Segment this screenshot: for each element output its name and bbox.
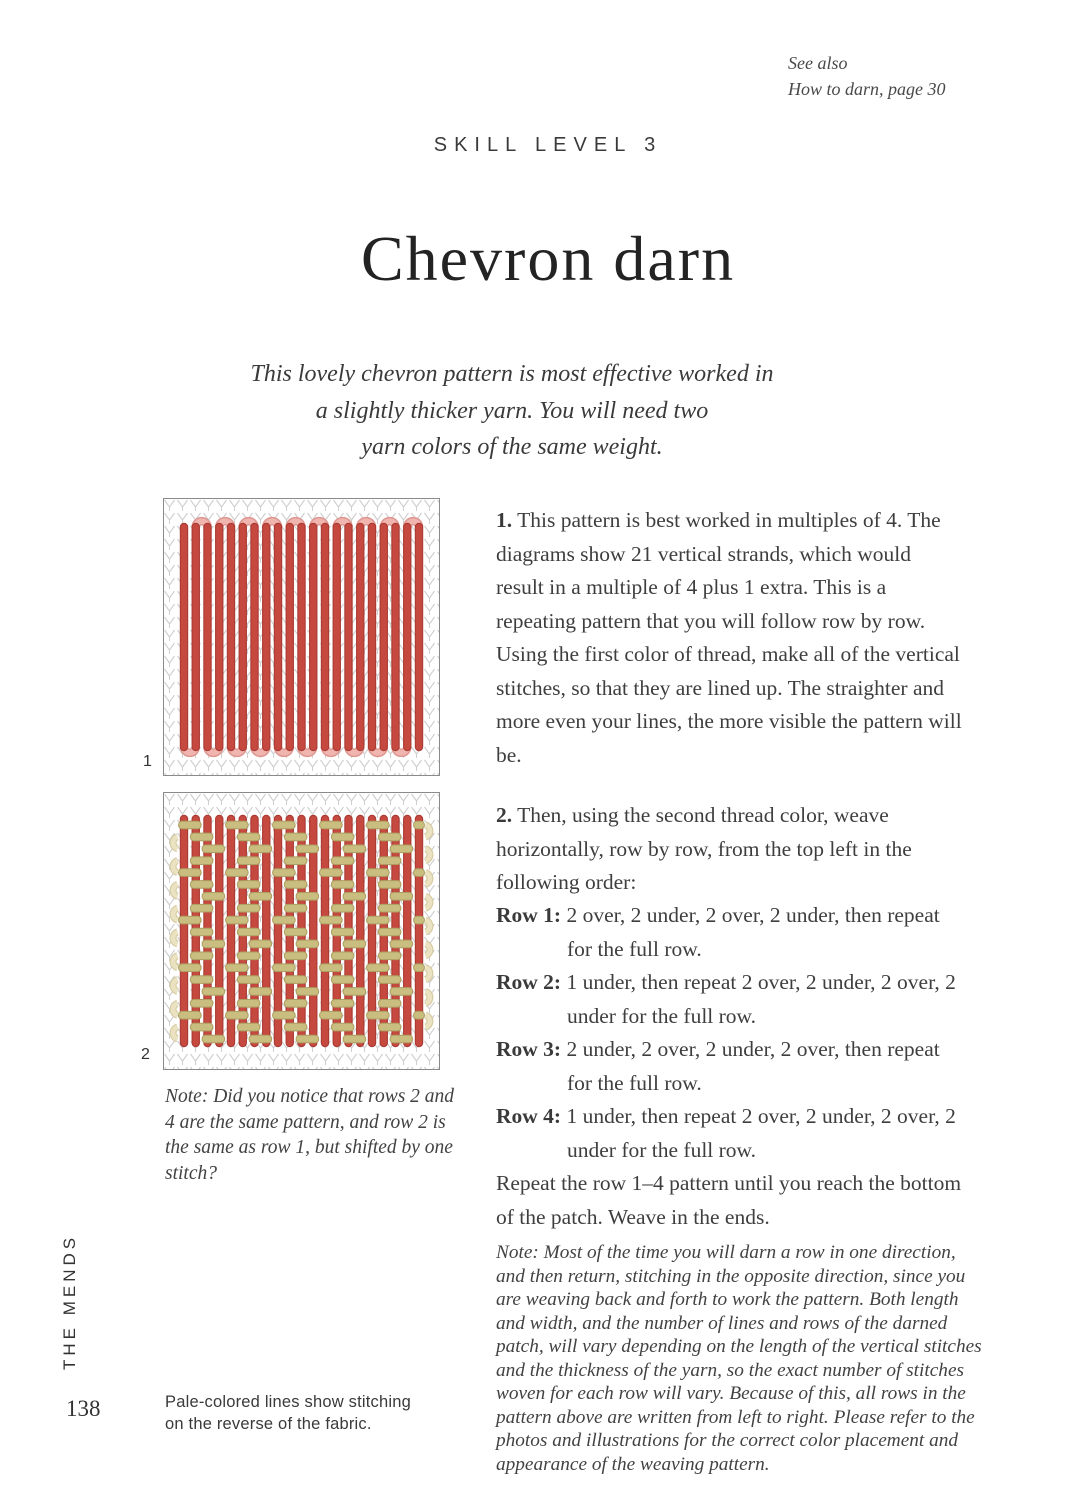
step-2-paragraph [496,799,964,900]
step-1-paragraph [496,504,964,772]
diagram-1-label: 1 [143,753,152,770]
row-text: 1 under, then repeat 2 over, 2 under, 2 over, 2 under for the full row. [566,970,956,1028]
skill-level-heading: SKILL LEVEL 3 [433,134,663,156]
intro-line: yarn colors of the same weight. [361,434,663,460]
step-2-text: Then, using the second thread color, weave horizontally, row by row, from the top left in the following order: [496,803,912,894]
intro-paragraph [132,356,892,466]
see-also-target: How to darn, page 30 [788,79,946,99]
page-title: Chevron darn [360,223,736,294]
diagram-woven-chevron [163,792,440,1070]
diagram-vertical-strands [163,498,440,776]
step-1-text: This pattern is best worked in multiples of 4. The diagrams show 21 vertical strands, which would result in a multiple of 4 plus 1 extra. This is a repeating pattern that you will follow row by row. Using the first color of thread, make all of the vertical stitches, so that they are lined up. The straighter and more even your lines, the more visible the pattern will be. [496,508,962,767]
diagram-note: Note: Did you notice that rows 2 and 4 are the same pattern, and row 2 is the same as row 1, but shifted by one stitch? [165,1086,455,1184]
step-1-number: 1. [496,508,513,532]
weaving-row-list [496,899,964,1167]
row-text: 2 over, 2 under, 2 over, 2 under, then repeat for the full row. [566,903,940,961]
repeat-instruction: Repeat the row 1–4 pattern until you reach the bottom of the patch. Weave in the ends. [496,1171,962,1229]
row-label: Row 3: [496,1037,562,1061]
diagram-caption [165,1392,411,1435]
bottom-note: Note: Most of the time you will darn a row in one direction, and then return, stitching in the opposite direction, since you are weaving back and forth to work the pattern. Both length and width, and the number of lines and rows of the darned patch, will vary depending on the length of the vertical stitches and the thickness of the yarn, so the exact number of stitches woven for each row will vary. Because of this, all rows in the pattern above are written from left to right. Please refer to the photos and illustrations for the correct color placement and appearance of the weaving pattern. [496,1242,982,1475]
step-2-number: 2. [496,803,513,827]
caption-line: on the reverse of the fabric. [165,1414,372,1433]
row-text: 1 under, then repeat 2 over, 2 under, 2 over, 2 under for the full row. [566,1104,956,1162]
row-instruction [496,1100,964,1167]
intro-line: a slightly thicker yarn. You will need two [315,397,709,424]
row-instruction [496,966,964,1033]
row-label: Row 2: [496,970,562,994]
row-label: Row 1: [496,903,562,927]
row-instruction [496,899,964,966]
diagram-2-label: 2 [141,1046,150,1063]
see-also-reference [788,50,946,102]
caption-line: Pale-colored lines show stitching [165,1393,411,1411]
row-text: 2 under, 2 over, 2 under, 2 over, then repeat for the full row. [566,1037,940,1095]
see-also-label: See also [788,53,848,73]
intro-line: This lovely chevron pattern is most effective worked in [250,361,774,387]
row-label: Row 4: [496,1104,562,1128]
row-instruction [496,1033,964,1100]
page-number: 138 [66,1396,101,1421]
section-label: THE MENDS [60,1233,79,1371]
